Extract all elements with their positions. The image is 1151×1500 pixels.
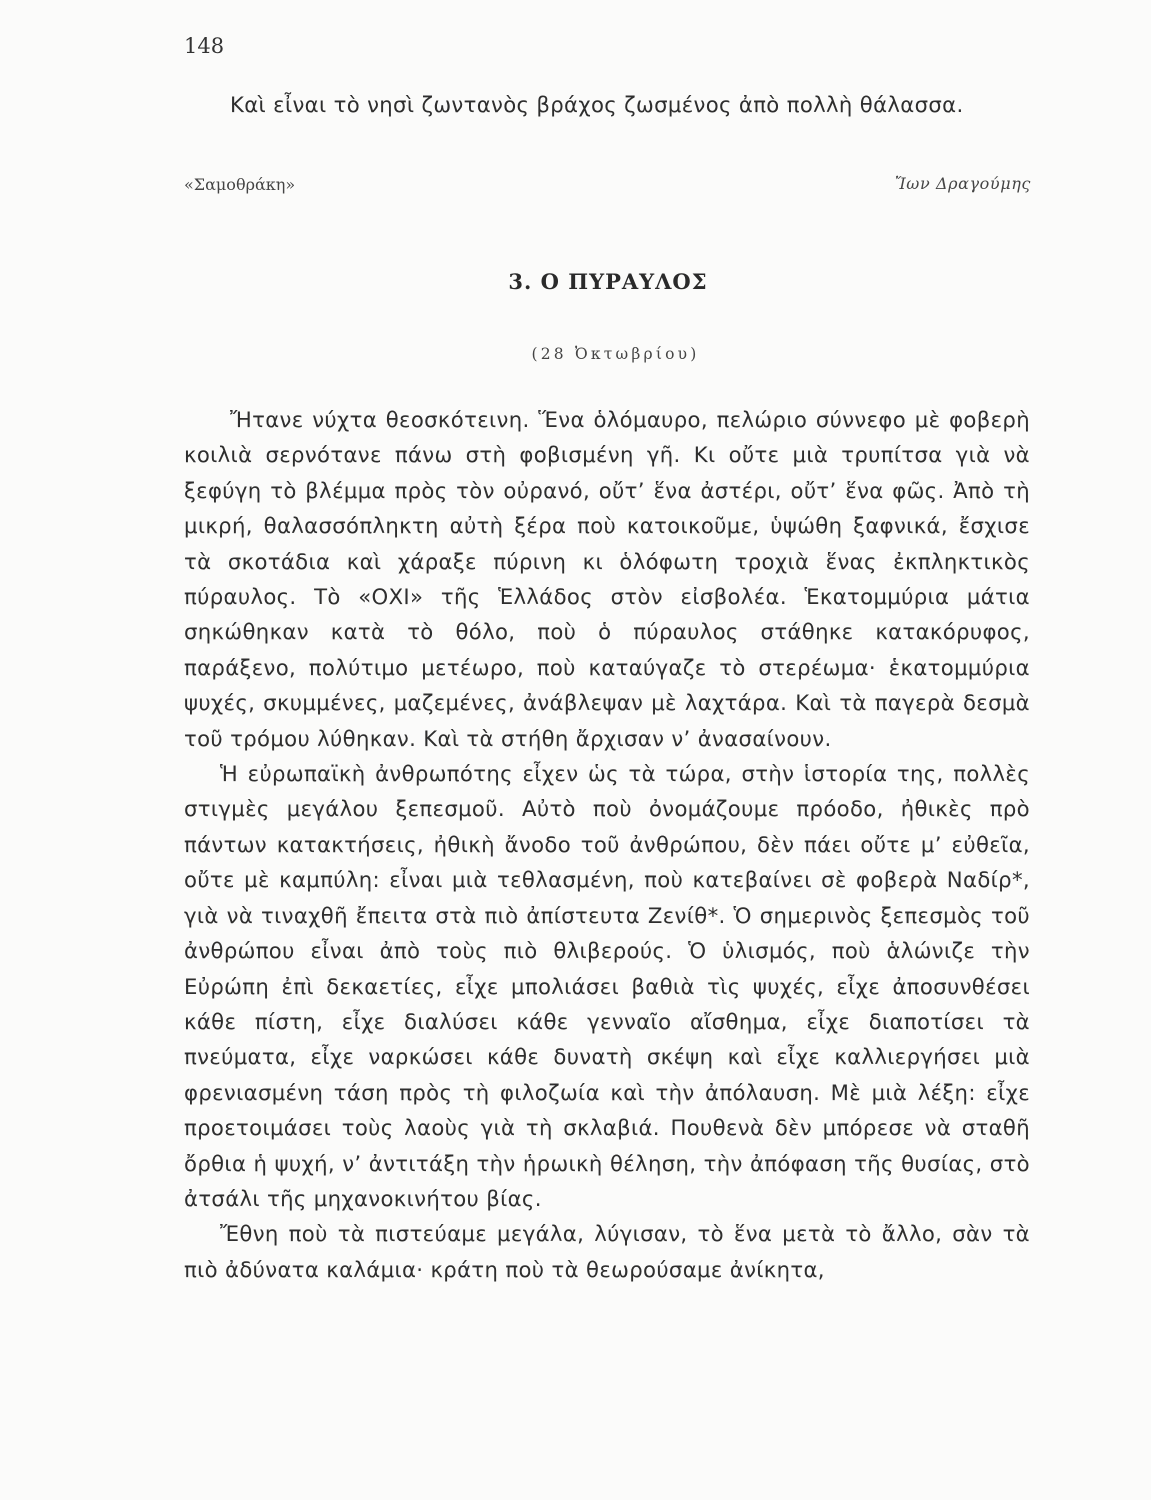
paragraph: Ἔθνη ποὺ τὰ πιστεύαμε μεγάλα, λύγισαν, τὸ ἕνα μετὰ τὸ ἄλλο, σὰν τὰ πιὸ ἀδύνατα καλάμια· κράτη ποὺ τὰ θεωρούσαμε ἀνίκητα, — [184, 1221, 1030, 1282]
paragraph: Ἤτανε νύχτα θεοσκότεινη. Ἕνα ὁλόμαυρο, πελώριο σύννεφο μὲ φοβερὴ κοιλιὰ σερνότανε πάνω στὴ φοβισμένη γῆ. Κι οὔτε μιὰ τρυπίτσα γιὰ νὰ ξεφύγη τὸ βλέμμα πρὸς τὸν οὐρανό, οὔτ’ ἕνα ἀστέρι, οὔτ’ ἕνα φῶς. Ἀπὸ τὴ μικρή, θαλασσόπληκτη αὐτὴ ξέρα ποὺ κατοικοῦμε, ὑψώθη ξαφνικά, ἔσχισε τὰ σκοτάδια καὶ χάραξε πύρινη κι ὁλόφωτη τροχιὰ ἕνας ἐκπληκτικὸς πύραυλος. Τὸ «ΟΧΙ» τῆς Ἑλλάδος στὸν εἰσβολέα. Ἑκατομμύρια μάτια σηκώθηκαν κατὰ τὸ θόλο, ποὺ ὁ πύραυλος στάθηκε κατακόρυφος, παράξενο, πολύτιμο μετέωρο, ποὺ καταύγαζε τὸ στερέωμα· ἑκατομμύρια ψυχές, σκυμμένες, μαζεμένες, ἀνάβλεψαν μὲ λαχτάρα. Καὶ τὰ παγερὰ δεσμὰ τοῦ τρόμου λύθηκαν. Καὶ τὰ στήθη ἄρχισαν ν’ ἀνασαίνουν. — [184, 407, 1030, 751]
section-title: 3. Ο ΠΥΡΑΥΛΟΣ — [508, 269, 708, 294]
poem-epigraph: Καὶ εἶναι τὸ νησὶ ζωντανὸς βράχος ζωσμένος ἀπὸ πολλὴ θάλασσα. — [230, 92, 964, 117]
poem-author: Ἴων Δραγούμης — [894, 174, 1031, 193]
page-number: 148 — [184, 34, 225, 58]
paragraph: Ἡ εὐρωπαϊκὴ ἀνθρωπότης εἶχεν ὡς τὰ τώρα, στὴν ἱστορία της, πολλὲς στιγμὲς μεγάλου ξεπεσμοῦ. Αὐτὸ ποὺ ὀνομάζουμε πρόοδο, ἠθικὲς πρὸ πάντων κατακτήσεις, ἠθικὴ ἄνοδο τοῦ ἀνθρώπου, δὲν πάει οὔτε μ’ εὐθεῖα, οὔτε μὲ καμπύλη: εἶναι μιὰ τεθλασμένη, ποὺ κατεβαίνει σὲ φοβερὰ Ναδίρ*, γιὰ νὰ τιναχθῆ ἔπειτα στὰ πιὸ ἀπίστευτα Ζενίθ*. Ὁ σημερινὸς ξεπεσμὸς τοῦ ἀνθρώπου εἶναι ἀπὸ τοὺς πιὸ θλιβερούς. Ὁ ὑλισμός, ποὺ ἁλώνιζε τὴν Εὐρώπη ἐπὶ δεκαετίες, εἶχε μπολιάσει βαθιὰ τὶς ψυχές, εἶχε ἀποσυνθέσει κάθε πίστη, εἶχε διαλύσει κάθε γενναῖο αἴσθημα, εἶχε διαποτίσει τὰ πνεύματα, εἶχε ναρκώσει κάθε δυνατὴ σκέψη καὶ εἶχε καλλιεργήσει μιὰ φρενιασμένη τάση πρὸς τὴ φιλοζωία καὶ τὴν ἀπόλαυση. Μὲ μιὰ λέξη: εἶχε προετοιμάσει τοὺς λαοὺς γιὰ τὴ σκλαβιά. Πουθενὰ δὲν μπόρεσε νὰ σταθῆ ὄρθια ἡ ψυχή, ν’ ἀντιτάξη τὴν ἡρωικὴ θέληση, τὴν ἀπόφαση τῆς θυσίας, στὸ ἀτσάλι τῆς μηχανοκινήτου βίας. — [184, 761, 1030, 1211]
poem-source: «Σαμοθράκη» — [184, 175, 296, 194]
article-body — [184, 402, 1030, 1287]
section-date: (28 Ὀκτωβρίου) — [531, 345, 700, 363]
